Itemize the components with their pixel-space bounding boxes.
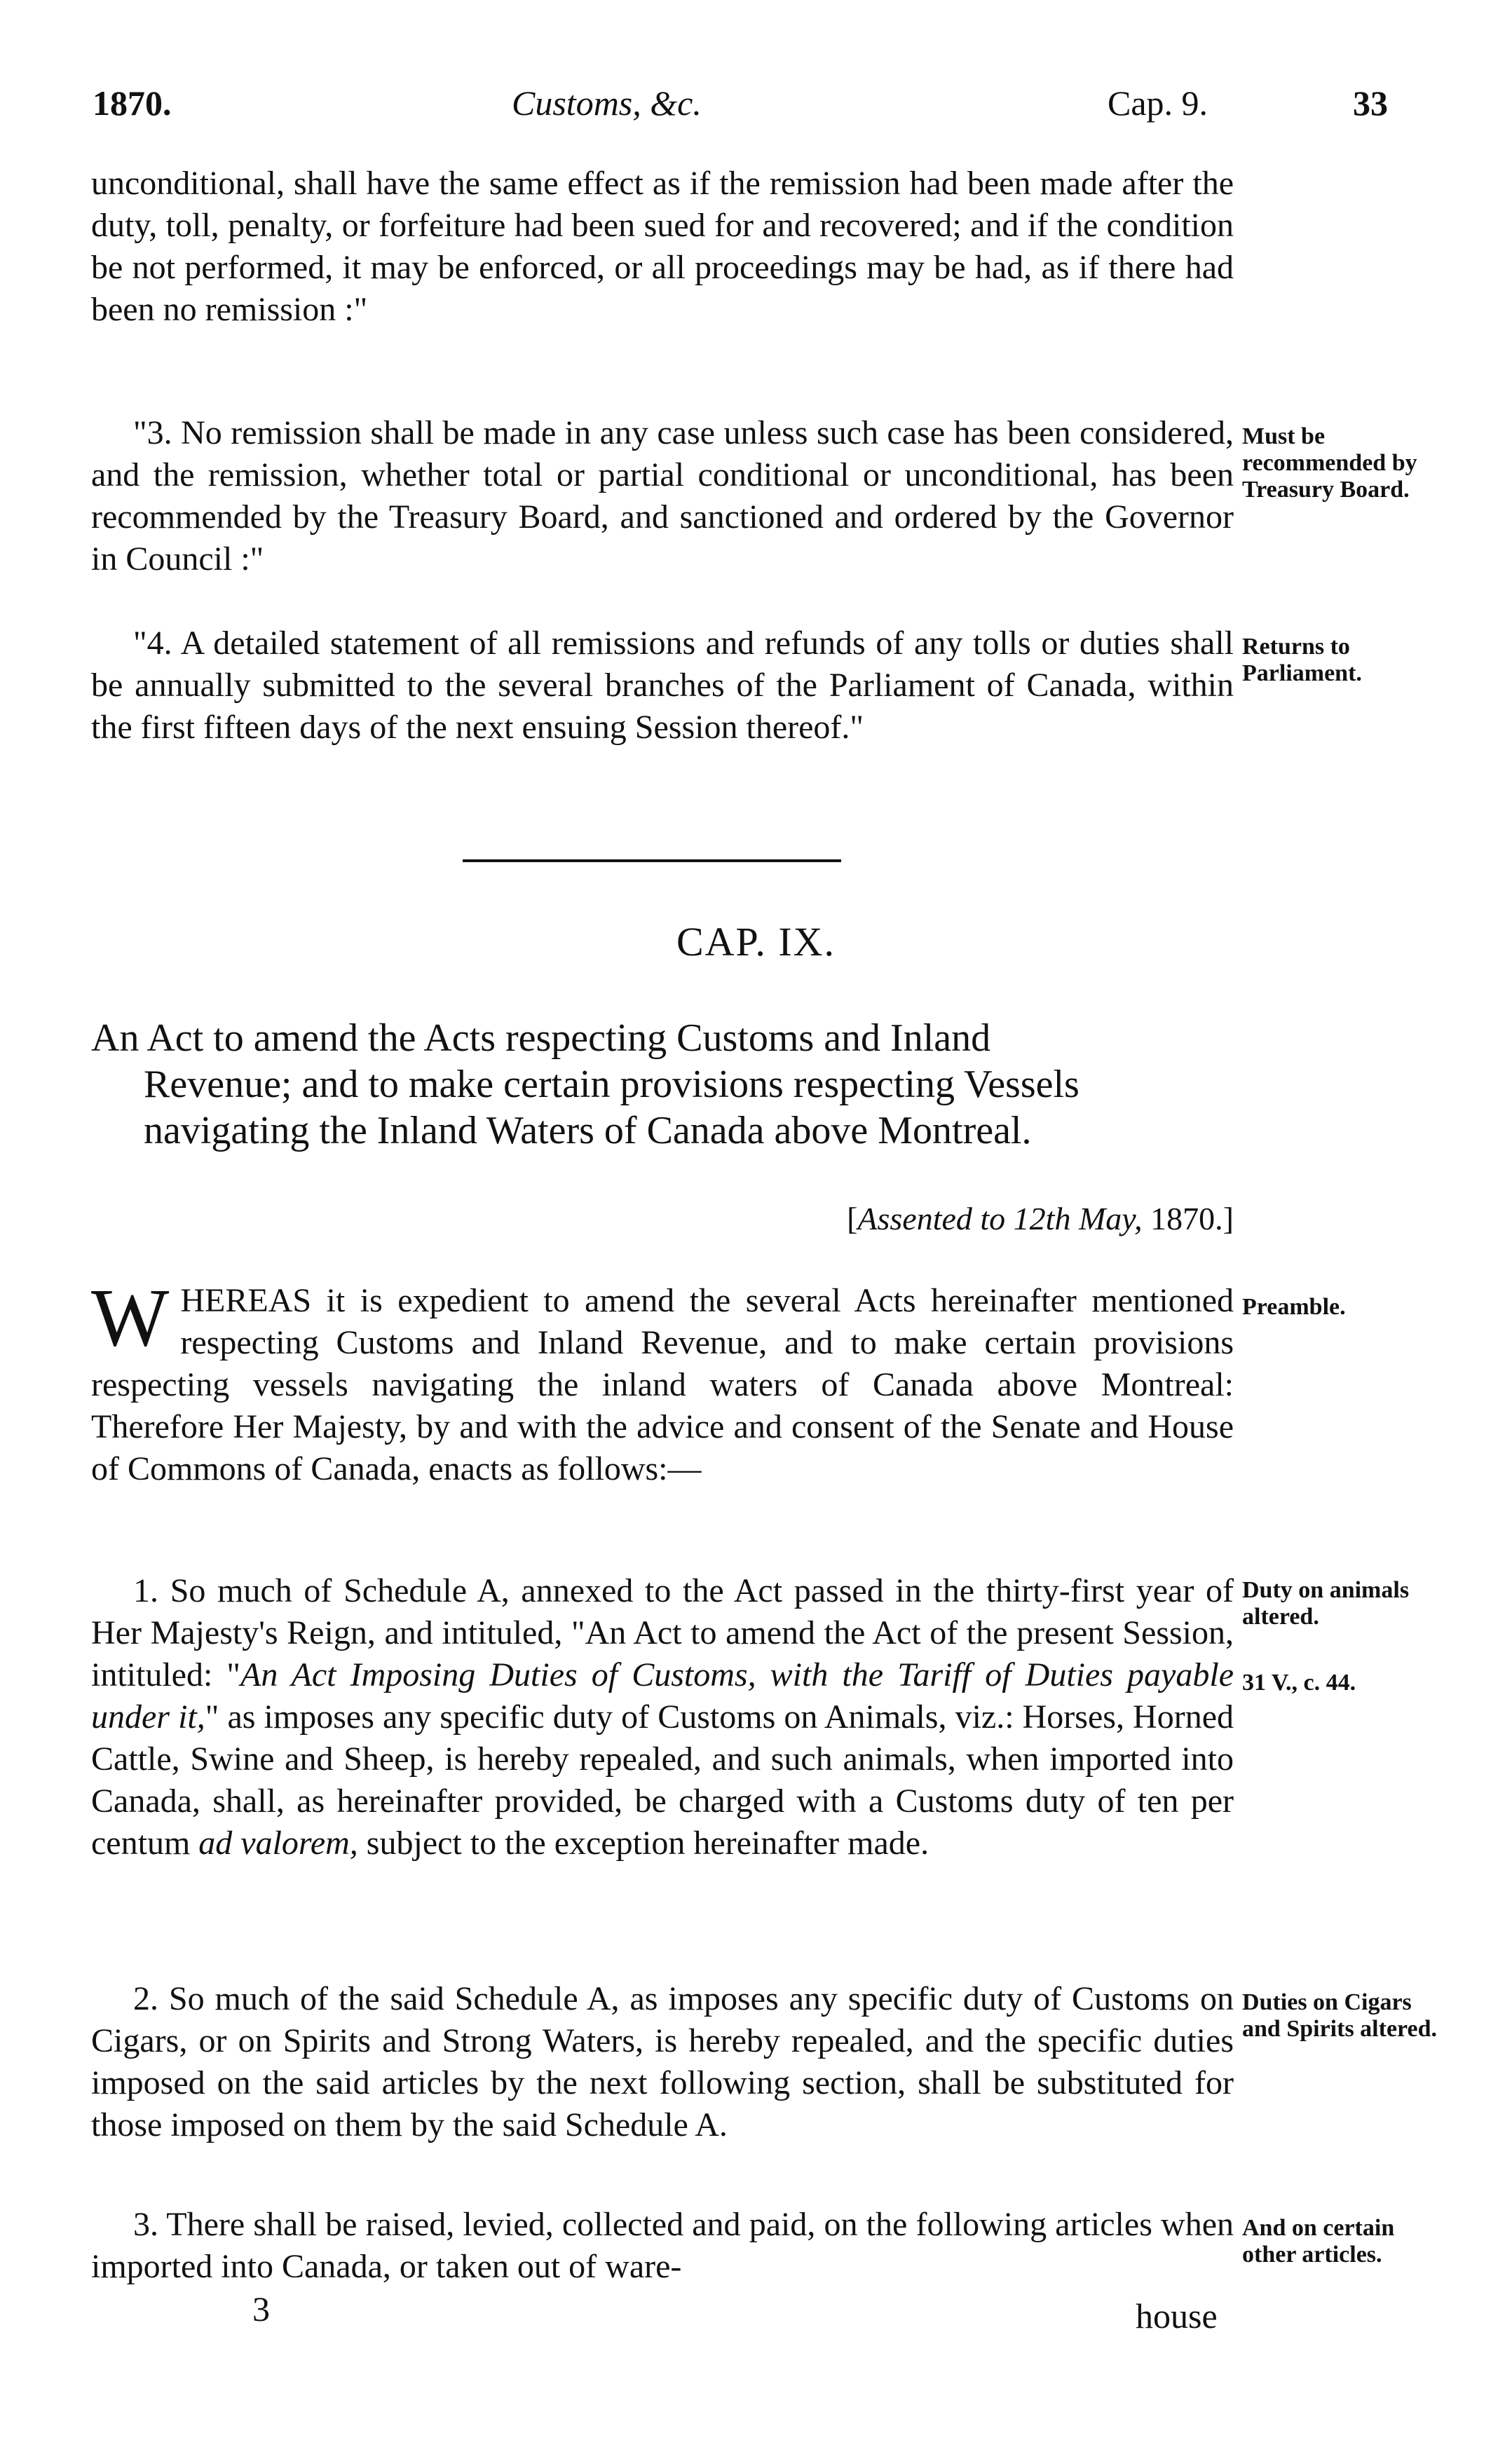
text-run-italic: An Act Imposing Duties of Customs, with the Tariff of Duties payable under it, <box>91 1656 1234 1736</box>
drop-cap: W <box>91 1272 170 1363</box>
signature-mark: 3 <box>252 2289 270 2329</box>
chapter-heading: CAP. IX. <box>676 919 836 964</box>
assent-date <box>701 1200 1234 1237</box>
section-3 <box>91 2204 1234 2288</box>
text-run: 1. So much of Schedule A, annexed to the Act passed in the thirty-first year of Her Majesty's Reign, and intituled, "An Act to amend the Act of the present Session, intituled: " <box>91 1572 1234 1693</box>
paragraph-text: HEREAS it is expedient to amend the several Acts hereinafter mentioned respecting Customs and Inland Revenue, and to make certain provisions respecting vessels navigating the inland waters of Canada above Montreal: Therefore Her Majesty, by and with the advice and consent of the Senate and House of Commons of Canada, enacts as follows:— <box>91 1282 1234 1487</box>
assent-year: 1870.] <box>1150 1201 1234 1236</box>
section-2 <box>91 1978 1234 2146</box>
margin-note: Returns to Parliament. <box>1242 634 1362 686</box>
header-cap: Cap. 9. <box>1108 83 1208 123</box>
catchword: house <box>1136 2296 1218 2336</box>
section-divider <box>463 859 841 862</box>
margin-note-reference: 31 V., c. 44. <box>1242 1670 1356 1696</box>
paragraph-text: 2. So much of the said Schedule A, as imposes any specific duty of Customs on Cigars, or on Spirits and Strong Waters, is hereby repealed, and the specific duties imposed on the said articles by the next following section, shall be substituted for those imposed on them by the said Schedule A. <box>91 1980 1234 2143</box>
assent-label: Assented to 12th May, <box>857 1201 1143 1236</box>
act-long-title <box>91 1015 1241 1154</box>
running-header <box>0 83 1512 132</box>
assent-bracket: [ <box>847 1201 858 1236</box>
continuation-paragraph <box>91 163 1234 331</box>
paragraph-text: "4. A detailed statement of all remissions and refunds of any tolls or duties shall be annually submitted to the several branches of the Parliament of Canada, within the first fifteen days of the next ensuing Session thereof." <box>91 625 1234 746</box>
page-number: 33 <box>1353 83 1388 123</box>
paragraph-4 <box>91 622 1234 749</box>
header-title: Customs, &c. <box>512 83 702 123</box>
paragraph-text: 3. There shall be raised, levied, collected and paid, on the following articles when imported into Canada, or taken out of ware- <box>91 2206 1234 2285</box>
paragraph-text: unconditional, shall have the same effect as if the remission had been made after the duty, toll, penalty, or forfeiture had been sued for and recovered; and if the condition be not performed, it may be enforced, or all proceedings may be had, as if there had been no remission :" <box>91 165 1234 328</box>
act-title-line: An Act to amend the Acts respecting Customs and Inland <box>91 1016 991 1060</box>
margin-note: Duties on Cigars and Spirits altered. <box>1242 1989 1438 2042</box>
margin-note: And on certain other articles. <box>1242 2215 1395 2268</box>
text-run-italic: ad valorem, <box>198 1825 358 1862</box>
margin-note: Preamble. <box>1242 1294 1346 1320</box>
header-year: 1870. <box>93 83 172 123</box>
section-1 <box>91 1570 1234 1865</box>
margin-note: Must be recommended by Treasury Board. <box>1242 423 1417 503</box>
paragraph-3 <box>91 412 1234 580</box>
margin-note: Duty on animals altered. <box>1242 1577 1410 1630</box>
text-run: " as imposes any specific duty of Customs on Animals, viz.: Horses, Horned Cattle, Swine and Sheep, is hereby repealed, and such animals, when imported into Canada, shall, as hereinafter provided, be charged with a Customs duty of ten per centum <box>91 1698 1234 1862</box>
text-run: subject to the exception hereinafter made. <box>357 1825 929 1862</box>
preamble-paragraph <box>91 1272 1234 1490</box>
paragraph-text <box>91 1570 1234 1865</box>
paragraph-text: "3. No remission shall be made in any case unless such case has been considered, and the remission, whether total or partial conditional or unconditional, has been recommended by the Treasury Board, and sanctioned and ordered by the Governor in Council :" <box>91 414 1234 578</box>
act-title-continuation: Revenue; and to make certain provisions respecting Vessels navigating the Inland Waters of Canada above Montreal. <box>144 1063 1079 1152</box>
